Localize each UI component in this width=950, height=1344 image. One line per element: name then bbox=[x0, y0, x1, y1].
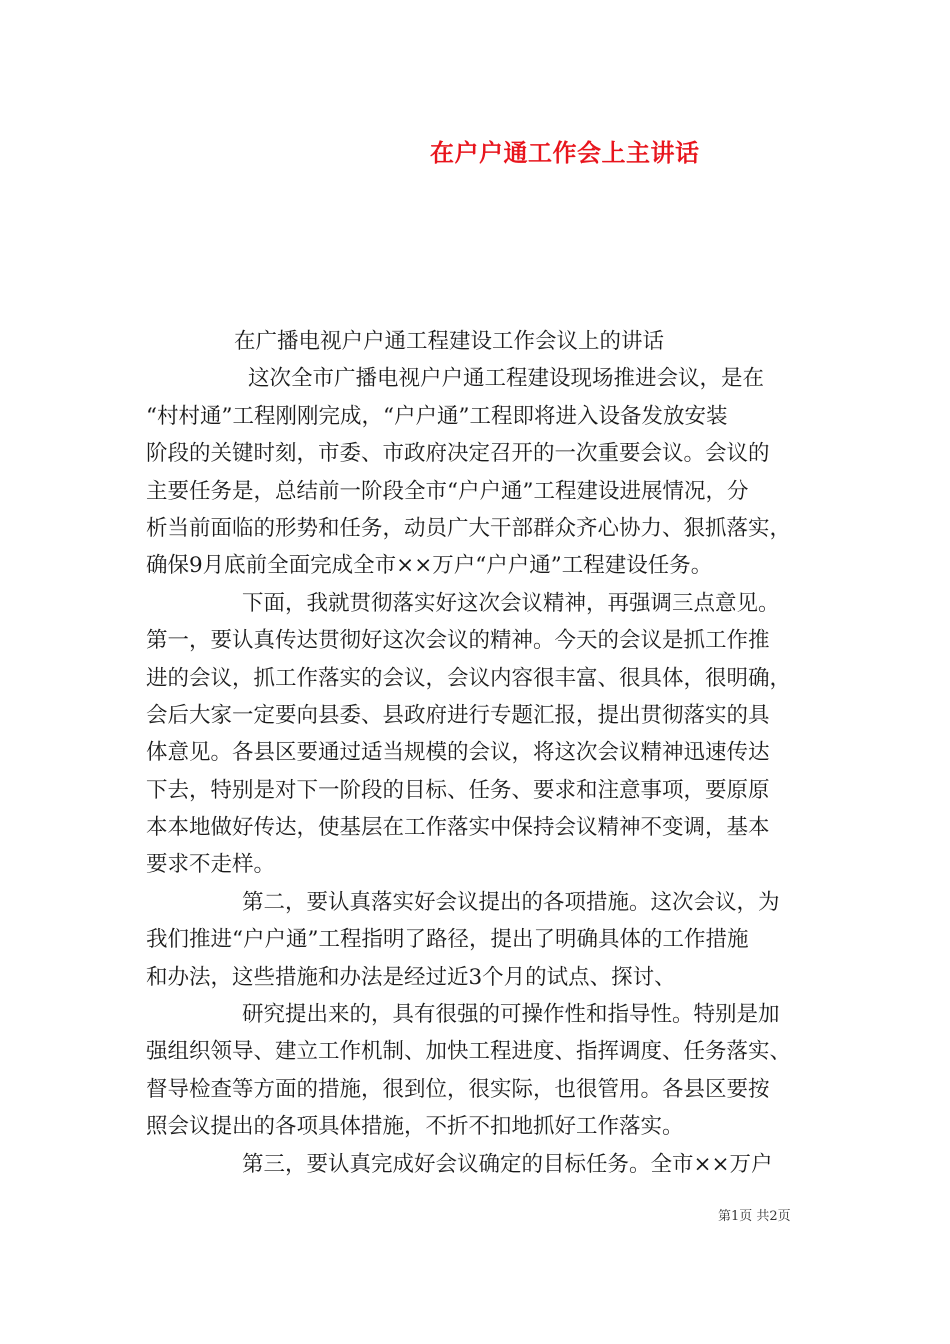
text-line: 第三，要认真完成好会议确定的目标任务。全市××万户 bbox=[242, 1151, 773, 1177]
text-line: 下去，特别是对下一阶段的目标、任务、要求和注意事项，要原原 bbox=[146, 777, 770, 803]
text-line: 和办法，这些措施和办法是经过近3个月的试点、探讨、 bbox=[146, 964, 676, 990]
text-line: “村村通”工程刚刚完成，“户户通”工程即将进入设备发放安装 bbox=[146, 403, 728, 429]
page-number: 第1页 共2页 bbox=[718, 1209, 791, 1224]
text-line: 体意见。各县区要通过适当规模的会议，将这次会议精神迅速传达 bbox=[146, 740, 770, 766]
text-line: 要求不走样。 bbox=[146, 852, 276, 878]
text-line: 主要任务是，总结前一阶段全市“户户通”工程建设进展情况，分 bbox=[146, 478, 749, 504]
text-line: 第一，要认真传达贯彻好这次会议的精神。今天的会议是抓工作推 bbox=[146, 628, 770, 654]
text-line: 我们推进“户户通”工程指明了路径，提出了明确具体的工作措施 bbox=[146, 927, 749, 953]
text-line: 第二，要认真落实好会议提出的各项措施。这次会议，为 bbox=[242, 889, 780, 915]
document-body bbox=[146, 323, 806, 1183]
document-title: 在户户通工作会上主讲话 bbox=[430, 138, 700, 167]
text-line: 确保9月底前全面完成全市××万户“户户通”工程建设任务。 bbox=[146, 553, 713, 579]
text-line: 照会议提出的各项具体措施，不折不扣地抓好工作落实。 bbox=[146, 1114, 684, 1140]
text-line: 阶段的关键时刻，市委、市政府决定召开的一次重要会议。会议的 bbox=[146, 441, 770, 467]
text-line: 研究提出来的，具有很强的可操作性和指导性。特别是加 bbox=[242, 1002, 780, 1028]
text-line: 析当前面临的形势和任务，动员广大干部群众齐心协力、狠抓落实， bbox=[146, 515, 792, 541]
text-line: 督导检查等方面的措施，很到位，很实际，也很管用。各县区要按 bbox=[146, 1076, 770, 1102]
text-line: 这次全市广播电视户户通工程建设现场推进会议，是在 bbox=[248, 366, 765, 392]
text-line: 下面，我就贯彻落实好这次会议精神，再强调三点意见。 bbox=[242, 590, 780, 616]
text-line: 本本地做好传达，使基层在工作落实中保持会议精神不变调，基本 bbox=[146, 815, 770, 841]
text-line: 会后大家一定要向县委、县政府进行专题汇报，提出贯彻落实的具 bbox=[146, 702, 770, 728]
text-line: 强组织领导、建立工作机制、加快工程进度、指挥调度、任务落实、 bbox=[146, 1039, 792, 1065]
text-line: 在广播电视户户通工程建设工作会议上的讲话 bbox=[234, 329, 665, 354]
text-line: 进的会议，抓工作落实的会议，会议内容很丰富、很具体，很明确， bbox=[146, 665, 792, 691]
